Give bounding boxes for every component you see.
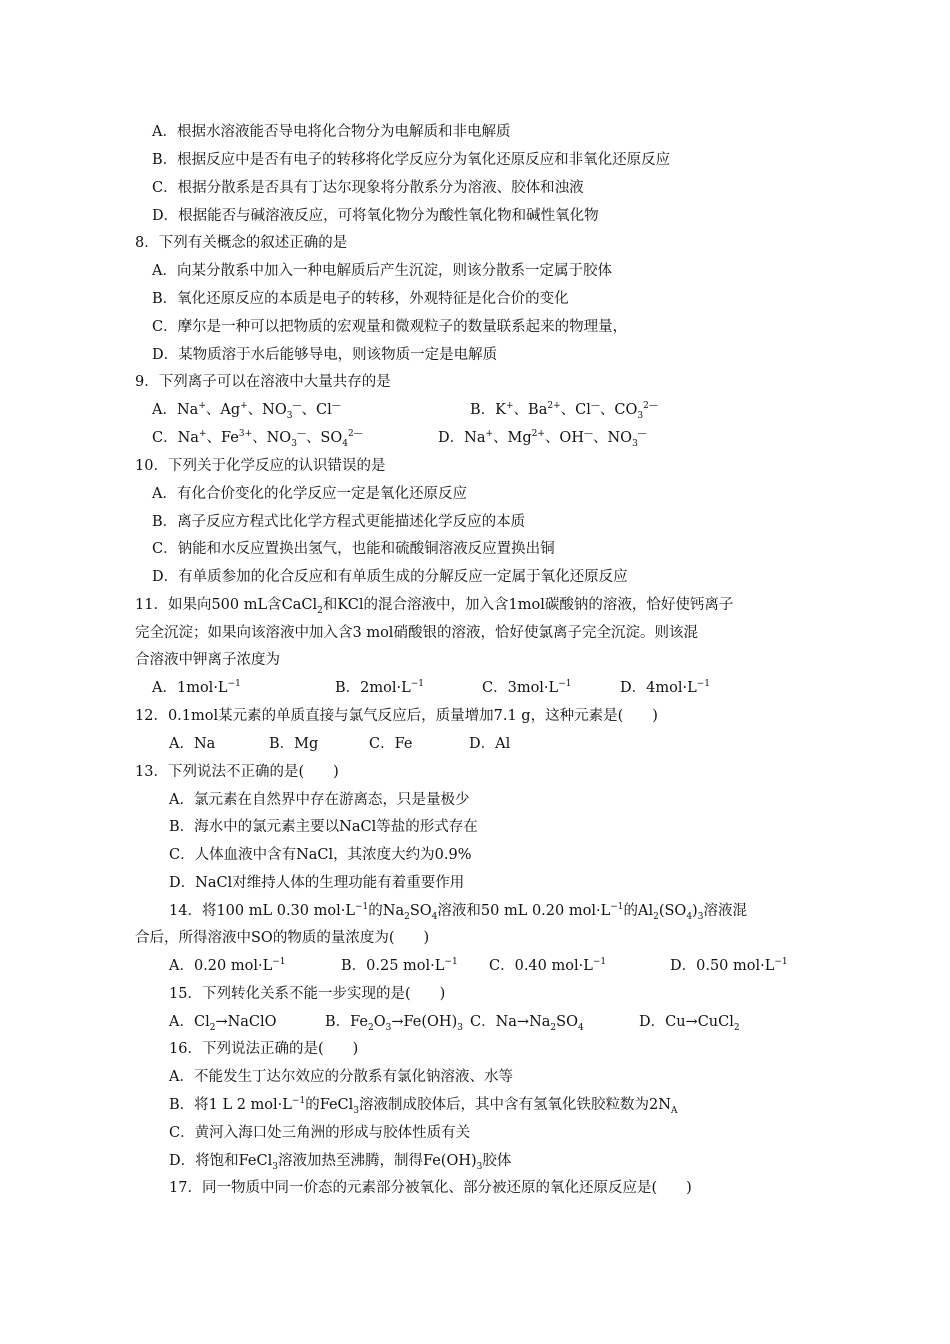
- q13-option-d: D．NaCl对维持人体的生理功能有着重要作用: [169, 875, 465, 891]
- q16-option-a: A．不能发生丁达尔效应的分散系有氯化钠溶液、水等: [169, 1069, 513, 1085]
- q15-option-a: A．$Cl_2\to NaClO$: [169, 1014, 277, 1033]
- q13-option-b: B．海水中的氯元素主要以NaCl等盐的形式存在: [169, 819, 478, 835]
- q15-option-c: C．$Na\to Na_2SO_4$: [470, 1014, 584, 1033]
- q15-option-b: B．$Fe_2O_3\to Fe(OH)_3$: [325, 1014, 463, 1033]
- q13-option-a: A．氯元素在自然界中存在游离态，只是量极少: [169, 792, 470, 808]
- q9-row-1: [152, 400, 852, 420]
- q15-stem: 15．下列转化关系不能一步实现的是( ): [169, 986, 446, 1002]
- q10-option-d: D．有单质参加的化合反应和有单质生成的分解反应一定属于氧化还原反应: [152, 569, 628, 585]
- q10-option-b: B．离子反应方程式比化学方程式更能描述化学反应的本质: [152, 514, 526, 530]
- q14-options: [169, 956, 849, 976]
- q14-stem-line-2: 合后，所得溶液中SO的物质的量浓度为( ): [135, 930, 430, 946]
- q10-option-c: C．钠能和水反应置换出氢气，也能和硫酸铜溶液反应置换出铜: [152, 541, 555, 557]
- q17-stem: 17．同一物质中同一价态的元素部分被氧化、部分被还原的氧化还原反应是( ): [169, 1180, 692, 1196]
- q9-option-c: C．Na+、$Fe^{3+}$、$NO_3^—$、$SO_4^{2—}$: [152, 429, 363, 449]
- q14-stem-line-1: 14．将100 mL 0.30 $mol\cdot L^{-1}$的$Na_2SO_4$溶液和50 mL 0.20 $mol\cdot L^{-1}$的$Al_2(SO_4)_3$溶液混: [169, 902, 747, 922]
- q11-options: [152, 678, 852, 698]
- q14-option-d: D．0.50 $mol\cdot L^{-1}$: [670, 957, 788, 974]
- q7-option-d: D．根据能否与碱溶液反应，可将氧化物分为酸性氧化物和碱性氧化物: [152, 208, 599, 224]
- q7-option-c: C．根据分散系是否具有丁达尔现象将分散系分为溶液、胶体和浊液: [152, 180, 584, 196]
- q13-option-c: C．人体血液中含有NaCl，其浓度大约为0.9%: [169, 847, 472, 863]
- q12-option-d: D．Al: [469, 736, 511, 752]
- q8-option-d: D．某物质溶于水后能够导电，则该物质一定是电解质: [152, 347, 498, 363]
- q12-option-c: C．Fe: [369, 736, 413, 752]
- q14-option-a: A．0.20 $mol\cdot L^{-1}$: [169, 957, 286, 974]
- q7-option-a: A．根据水溶液能否导电将化合物分为电解质和非电解质: [152, 124, 511, 140]
- q11-option-c: C．$3mol\cdot L^{-1}$: [482, 679, 572, 696]
- q9-stem: 9．下列离子可以在溶液中大量共存的是: [135, 374, 391, 390]
- q12-option-a: A．Na: [169, 736, 216, 752]
- q15-option-d: D．Cu→CuCl$_2$: [639, 1014, 740, 1033]
- q14-option-b: B．0.25 $mol\cdot L^{-1}$: [341, 957, 458, 974]
- q11-stem-line-2: 完全沉淀；如果向该溶液中加入含3 mol硝酸银的溶液，恰好使氯离子完全沉淀。则该混: [135, 625, 698, 641]
- q8-option-b: B．氧化还原反应的本质是电子的转移，外观特征是化合价的变化: [152, 291, 569, 307]
- q11-option-d: D．$4mol\cdot L^{-1}$: [620, 679, 710, 696]
- q8-option-a: A．向某分散系中加入一种电解质后产生沉淀，则该分散系一定属于胶体: [152, 263, 612, 279]
- q10-stem: 10．下列关于化学反应的认识错误的是: [135, 458, 386, 474]
- q16-option-c: C．黄河入海口处三角洲的形成与胶体性质有关: [169, 1125, 471, 1141]
- q12-options: [169, 734, 669, 754]
- q11-option-a: A．$1mol\cdot L^{-1}$: [152, 679, 241, 696]
- q13-stem: 13．下列说法不正确的是( ): [135, 764, 339, 780]
- q9-option-d: D．Na+、$Mg^{2+}$、OH—、$NO_3^—$: [438, 429, 647, 449]
- q14-option-c: C．0.40 $mol\cdot L^{-1}$: [489, 957, 607, 974]
- q7-option-b: B．根据反应中是否有电子的转移将化学反应分为氧化还原反应和非氧化还原反应: [152, 152, 671, 168]
- q15-options: [169, 1012, 849, 1032]
- q9-row-2: [152, 428, 852, 448]
- q8-stem: 8．下列有关概念的叙述正确的是: [135, 235, 348, 251]
- q12-option-b: B．Mg: [269, 736, 319, 752]
- q11-stem-line-1: 11．如果向500 mL含CaCl$_2$和KCl的混合溶液中，加入含1mol碳酸钠的溶液，恰好使钙离子: [135, 597, 734, 616]
- q10-option-a: A．有化合价变化的化学反应一定是氧化还原反应: [152, 486, 467, 502]
- q12-stem: 12．0.1mol某元素的单质直接与氯气反应后，质量增加7.1 g，这种元素是( ): [135, 708, 658, 724]
- q9-option-a: A．Na+、Ag+、$NO_3^—$、Cl—: [152, 401, 341, 421]
- q16-stem: 16．下列说法正确的是( ): [169, 1041, 359, 1057]
- q11-stem-line-3: 合溶液中钾离子浓度为: [135, 652, 280, 668]
- q16-option-d: D．将饱和FeCl$_3$溶液加热至沸腾，制得$Fe(OH)_3$胶体: [169, 1153, 512, 1172]
- q9-option-b: B．K+、$Ba^{2+}$、Cl—、$CO_3^{2—}$: [470, 401, 658, 421]
- q11-option-b: B．$2mol\cdot L^{-1}$: [335, 679, 425, 696]
- q16-option-b: B．将1 L 2 $mol\cdot L^{-1}$的FeCl$_3$溶液制成胶体后，其中含有氢氧化铁胶粒数为$2N_A$: [169, 1096, 678, 1116]
- q8-option-c: C．摩尔是一种可以把物质的宏观量和微观粒子的数量联系起来的物理量，: [152, 319, 628, 335]
